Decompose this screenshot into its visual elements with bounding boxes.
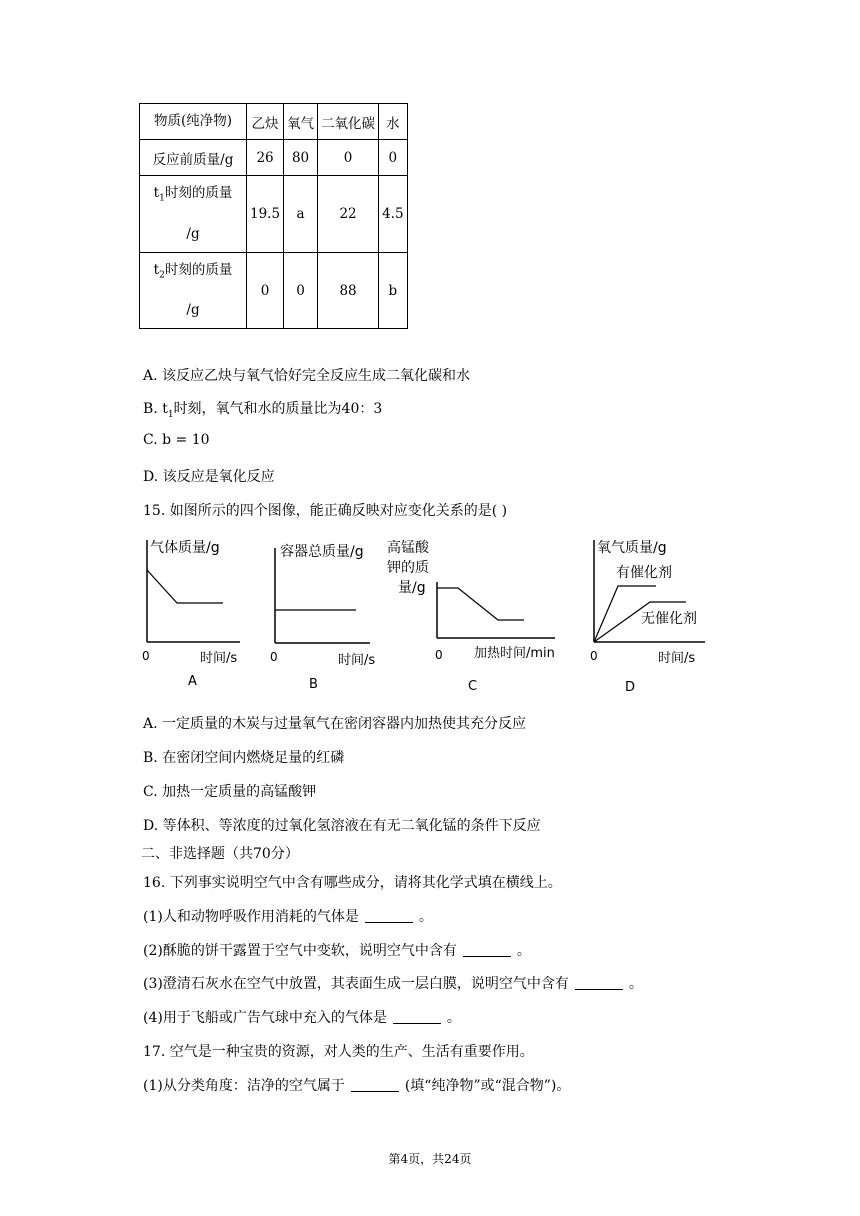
table-header-cell: 乙炔 <box>247 104 284 140</box>
answer-blank[interactable] <box>351 1077 399 1092</box>
table-cell: 22 <box>318 176 379 253</box>
table-cell: 0 <box>379 140 407 176</box>
q16-item-1: (1)人和动物呼吸作用消耗的气体是 。 <box>143 909 433 925</box>
q15-stem: 15. 如图所示的四个图像，能正确反映对应变化关系的是( ) <box>143 503 508 519</box>
q15-option-c: C. 加热一定质量的高锰酸钾 <box>143 784 317 800</box>
graph-c-curve <box>437 588 524 620</box>
table-cell: 19.5 <box>247 176 284 253</box>
q14-option-d: D. 该反应是氧化反应 <box>143 469 275 485</box>
table-cell: 88 <box>318 252 379 329</box>
table-cell: 0 <box>284 252 318 329</box>
graph-c <box>387 539 555 694</box>
answer-blank[interactable] <box>575 975 623 990</box>
answer-blank[interactable] <box>463 942 511 957</box>
graph-b-caption: B <box>309 677 318 692</box>
q16-stem: 16. 下列事实说明空气中含有哪些成分，请将其化学式填在横线上。 <box>143 875 562 891</box>
graph-a <box>142 539 240 689</box>
table-row-label: $t_1$时刻的质量 /g <box>140 176 247 253</box>
graph-d-origin: 0 <box>590 649 598 663</box>
table-cell: 80 <box>284 140 318 176</box>
table-cell: 0 <box>247 252 284 329</box>
answer-blank[interactable] <box>365 908 413 923</box>
graph-b-origin: 0 <box>270 650 278 664</box>
q16-item-3: (3)澄清石灰水在空气中放置，其表面生成一层白膜，说明空气中含有 。 <box>143 976 643 992</box>
table-header-cell: 氧气 <box>284 104 318 140</box>
graph-d-label-catalyst: 有催化剂 <box>616 565 672 581</box>
table-cell: 0 <box>318 140 379 176</box>
q15-graphs <box>130 530 730 695</box>
q16-item-4: (4)用于飞船或广告气球中充入的气体是 。 <box>143 1010 461 1026</box>
graph-d-ylabel: 氧气质量/g <box>597 540 667 556</box>
data-table <box>139 103 408 329</box>
q14-option-a: A. 该反应乙炔与氧气恰好完全反应生成二氧化碳和水 <box>143 368 471 384</box>
graph-d-caption: D <box>625 680 636 695</box>
table-cell: a <box>284 176 318 253</box>
table-row-label: 反应前质量/g <box>140 140 247 176</box>
table-header-cell: 二氧化碳 <box>318 104 379 140</box>
q15-option-d: D. 等体积、等浓度的过氧化氢溶液在有无二氧化锰的条件下反应 <box>143 818 541 834</box>
q17-stem: 17. 空气是一种宝贵的资源，对人类的生产、生活有重要作用。 <box>143 1044 534 1060</box>
q15-option-b: B. 在密闭空间内燃烧足量的红磷 <box>143 750 345 766</box>
table-row-label: $t_2$时刻的质量 /g <box>140 252 247 329</box>
q14-option-c: C. b = 10 <box>143 432 210 448</box>
graph-d-xlabel: 时间/s <box>658 651 696 666</box>
page-footer: 第4页，共24页 <box>388 1152 472 1166</box>
section-heading: 二、非选择题（共70分） <box>141 846 299 862</box>
graph-a-origin: 0 <box>142 649 150 663</box>
q17-item-1: (1)从分类角度：洁净的空气属于 (填“纯净物”或“混合物”)。 <box>143 1078 571 1094</box>
table-cell: 26 <box>247 140 284 176</box>
table-cell: b <box>379 252 407 329</box>
graph-b-xlabel: 时间/s <box>338 653 376 668</box>
graph-c-xlabel: 加热时间/min <box>474 646 555 661</box>
graph-a-xlabel: 时间/s <box>200 651 238 666</box>
graph-a-curve <box>147 570 223 603</box>
graph-b-ylabel: 容器总质量/g <box>280 544 364 560</box>
answer-blank[interactable] <box>393 1009 441 1024</box>
graph-a-ylabel: 气体质量/g <box>150 540 220 556</box>
graph-c-ylabel-2: 钾的质 <box>387 560 429 576</box>
q15-option-a: A. 一定质量的木炭与过量氧气在密闭容器内加热使其充分反应 <box>143 716 527 732</box>
q14-option-b: B. $t_1$时刻，氧气和水的质量比为40：3 <box>143 401 383 420</box>
table-header-cell: 水 <box>379 104 407 140</box>
table-header-cell: 物质(纯净物) <box>140 104 247 140</box>
q16-item-2: (2)酥脆的饼干露置于空气中变软，说明空气中含有 。 <box>143 943 531 959</box>
graph-a-caption: A <box>188 674 197 689</box>
graph-c-origin: 0 <box>435 648 443 662</box>
table-cell: 4.5 <box>379 176 407 253</box>
graph-c-ylabel-1: 高锰酸 <box>387 540 429 556</box>
graph-d-label-no-catalyst: 无催化剂 <box>641 611 697 627</box>
graph-c-caption: C <box>468 679 478 694</box>
graph-c-ylabel-3: 量/g <box>398 580 426 596</box>
graph-d <box>590 540 705 695</box>
graph-b <box>270 544 375 692</box>
